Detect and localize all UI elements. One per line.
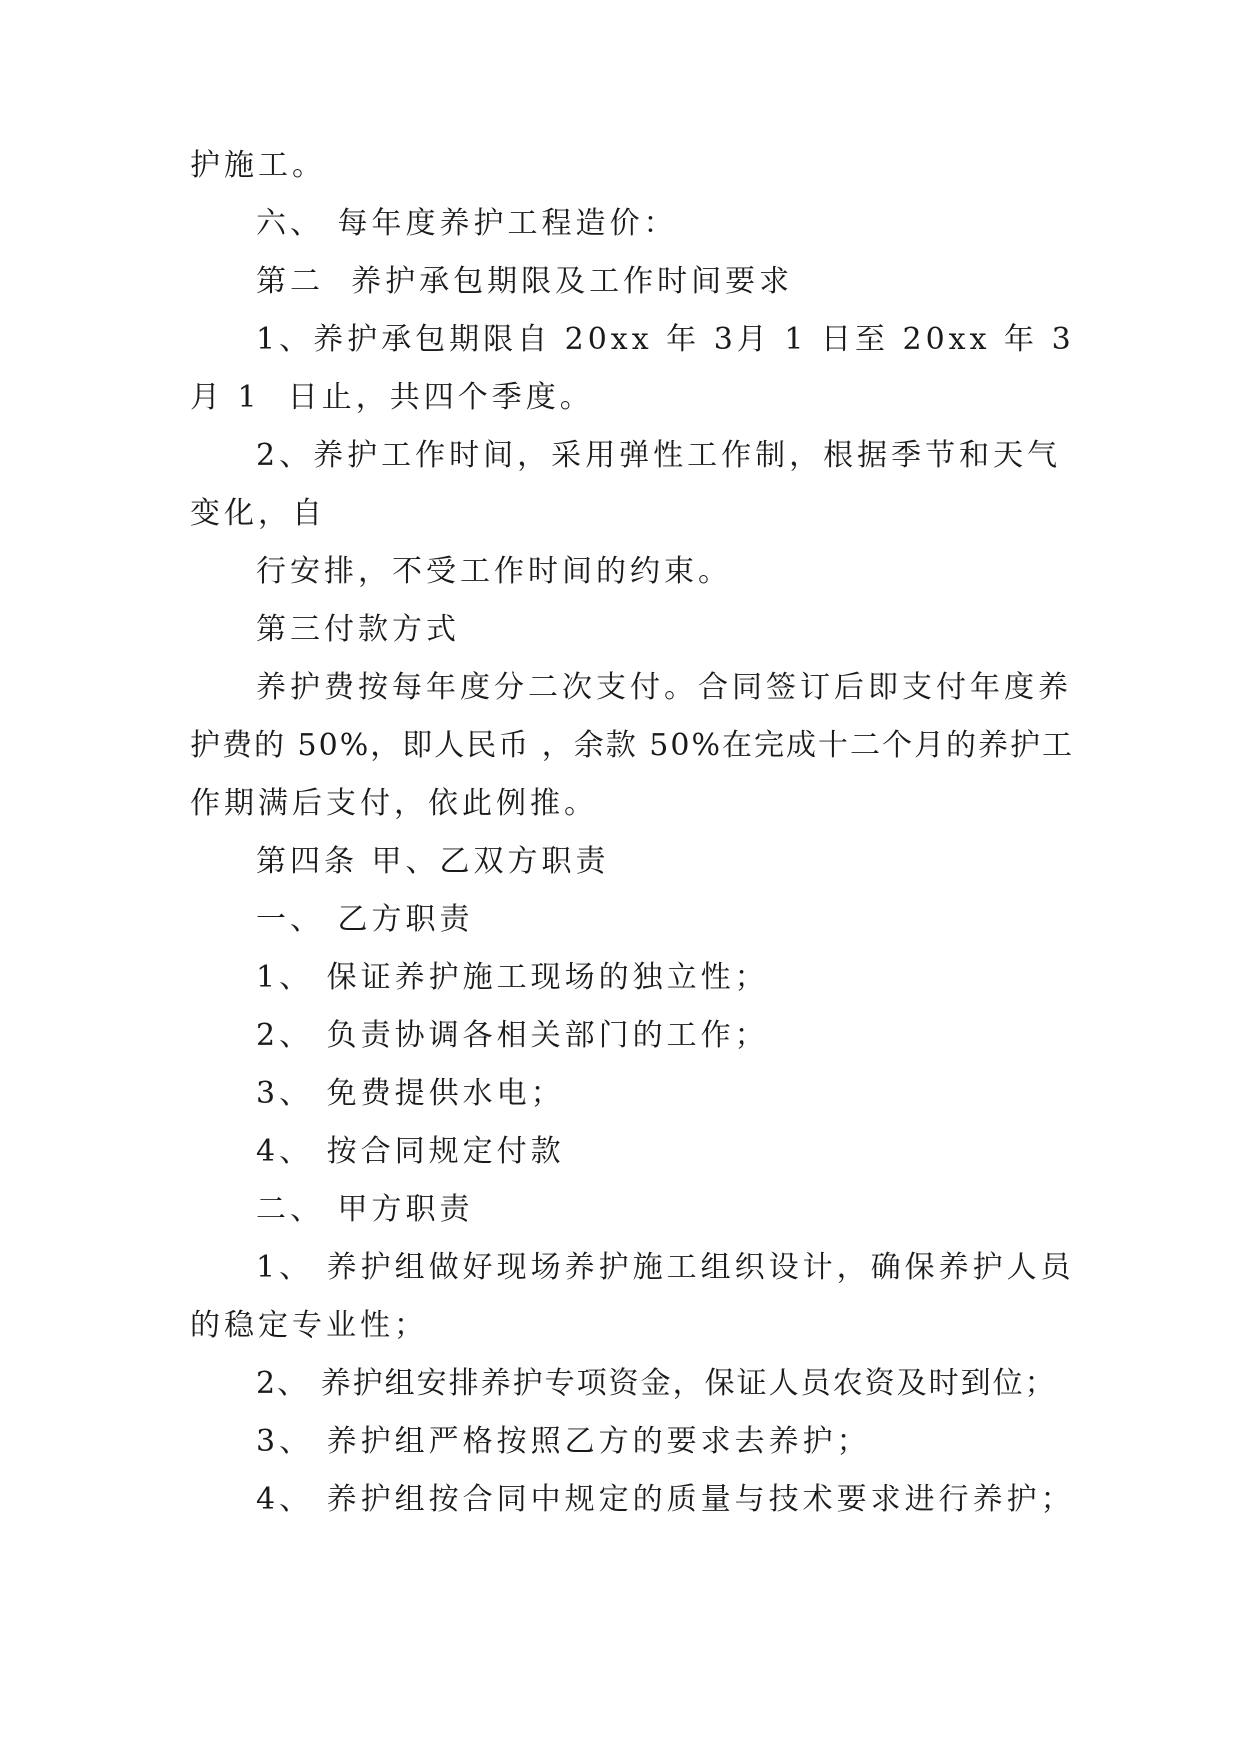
text-line: 1、养护承包期限自 20xx 年 3月 1 日至 20xx 年 3 [256, 322, 1075, 357]
list-item: 1、 养护组做好现场养护施工组织设计，确保养护人员 [256, 1250, 1075, 1285]
list-item: 1、 保证养护施工现场的独立性； [256, 960, 769, 995]
text-line: 的稳定专业性； [190, 1308, 428, 1343]
list-item: 2、 负责协调各相关部门的工作； [256, 1018, 769, 1053]
article-heading: 第三付款方式 [256, 612, 460, 647]
text-line: 2、养护工作时间，采用弹性工作制，根据季节和天气 [256, 438, 1062, 473]
section-heading: 一、 乙方职责 [256, 902, 474, 937]
text-line: 作期满后支付，依此例推。 [190, 786, 598, 821]
section-heading: 二、 甲方职责 [256, 1192, 474, 1227]
article-heading: 第二 养护承包期限及工作时间要求 [256, 264, 794, 299]
text-line: 护费的 50%，即人民币 ，余款 50%在完成十二个月的养护工 [190, 728, 1074, 763]
text-line: 护施工。 [190, 148, 326, 183]
list-item: 3、 养护组严格按照乙方的要求去养护； [256, 1424, 871, 1459]
section-heading: 六、 每年度养护工程造价： [256, 206, 678, 241]
list-item: 3、 免费提供水电； [256, 1076, 565, 1111]
list-item: 4、 养护组按合同中规定的质量与技术要求进行养护； [256, 1482, 1075, 1517]
article-heading: 第四条 甲、乙双方职责 [256, 844, 610, 879]
text-line: 养护费按每年度分二次支付。合同签订后即支付年度养 [256, 670, 1072, 705]
text-line: 月 1 日止，共四个季度。 [190, 380, 594, 415]
text-line: 变化，自 [190, 496, 326, 531]
list-item: 2、 养护组安排养护专项资金，保证人员农资及时到位； [256, 1366, 1057, 1401]
text-line: 行安排，不受工作时间的约束。 [256, 554, 732, 589]
list-item: 4、 按合同规定付款 [256, 1134, 565, 1169]
